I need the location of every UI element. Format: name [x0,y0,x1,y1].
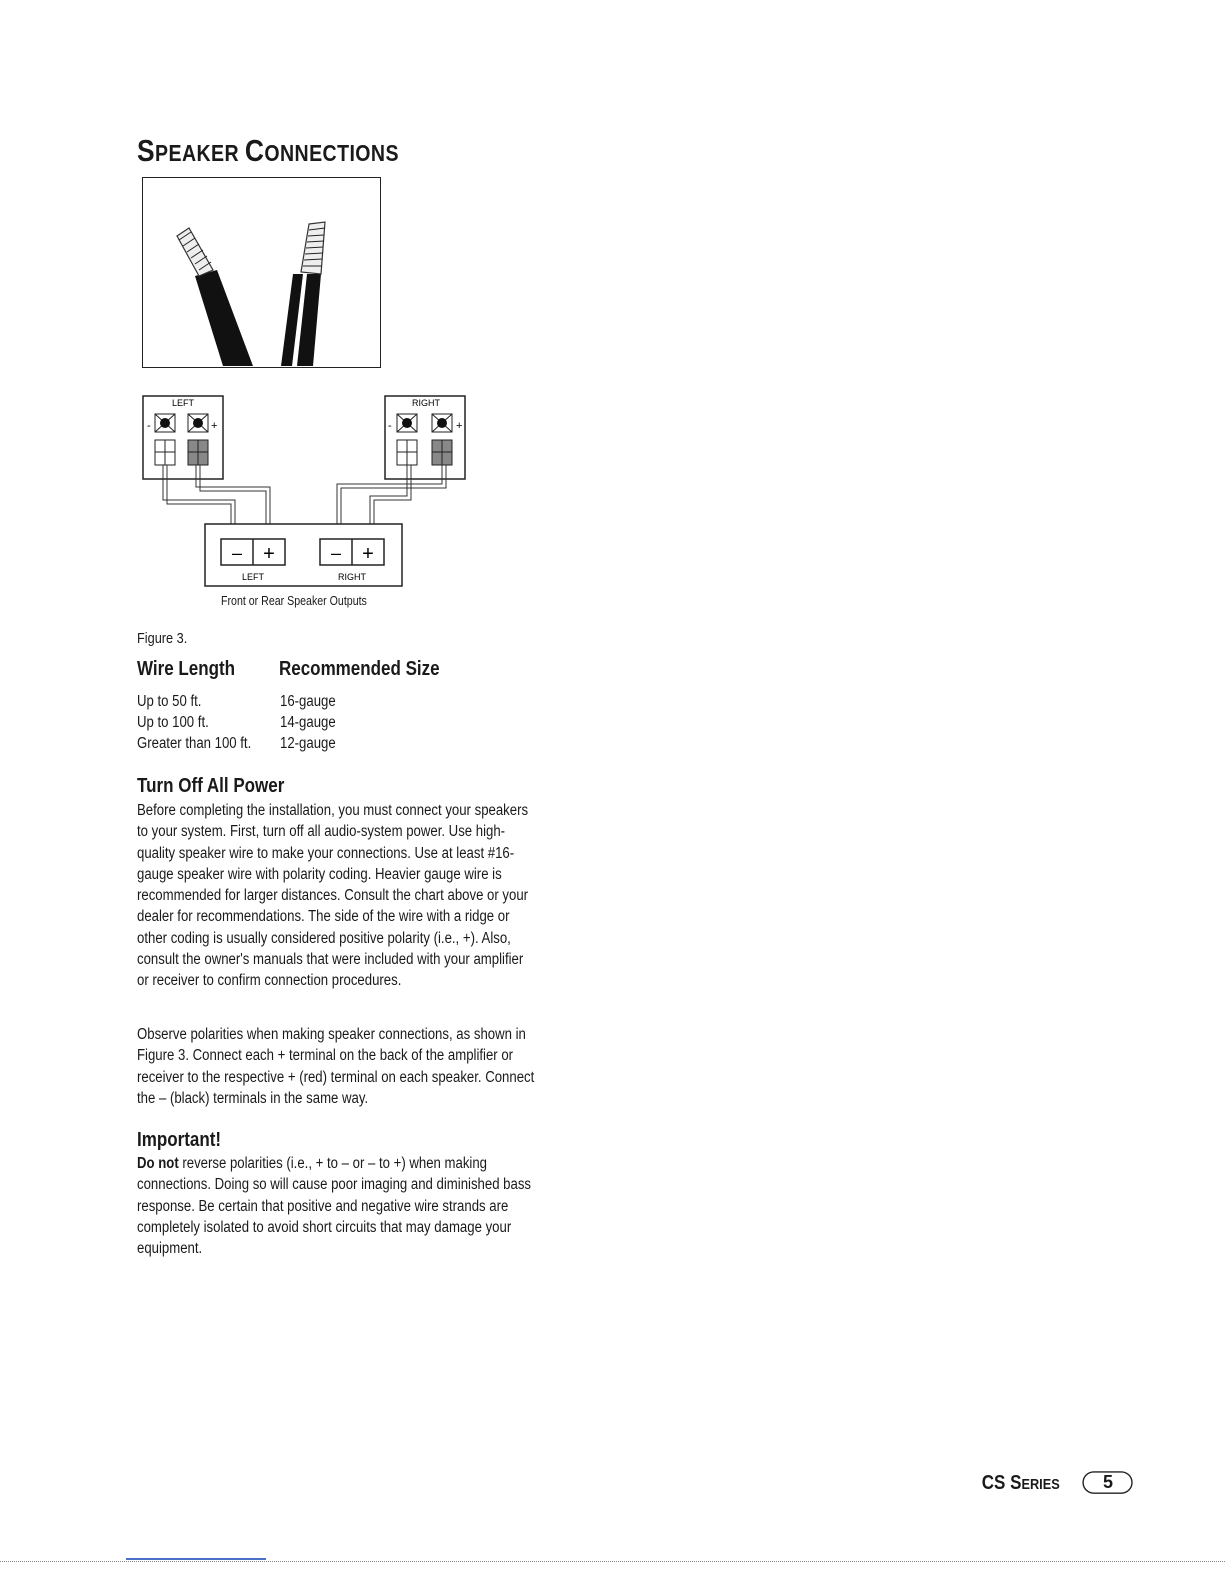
paragraph-text: Observe polarities when making speaker connections, as shown in Figure 3. Connect each + terminal on the back of the amplifier or receiver to the respective + (red) terminal on each speaker. Connect the – (black) terminals in the same way. [137,1026,535,1107]
left-speaker-minus: - [147,420,151,432]
right-speaker-box [385,396,465,479]
left-speaker-plus: + [211,420,218,432]
right-speaker-label: RIGHT [412,398,440,408]
title-part: S [137,133,156,168]
left-speaker-box [143,396,223,479]
table-header-recommended-size: Recommended Size [279,658,440,680]
amp-right-label: RIGHT [338,572,366,582]
paragraph-text: Before completing the installation, you must connect your speakers to your system. First, turn off all audio-system power. Use high-quality speaker wire to make your connections. Use at least #16-gauge speaker wire with polarity coding. Heavier gauge wire is recommended for larger distances. Consult the chart above or your dealer for recommendations. The side of the wire with a ridge or other coding is usually considered positive polarity (i.e., +). Also, consult the owner's manuals that were included with your amplifier or receiver to confirm connection procedures. [137,802,529,990]
page-title [137,133,399,169]
title-part: ONNECTIONS [264,140,399,166]
amp-left-plus: + [263,543,275,565]
figure-caption: Front or Rear Speaker Outputs [221,594,367,608]
amp-left-label: LEFT [241,572,265,582]
table-cell: 16-gauge [280,693,336,710]
table-header-wire-length: Wire Length [137,658,236,680]
important-paragraph [137,1153,537,1259]
series-part: CS S [982,1472,1022,1494]
speaker-wire-illustration [142,177,381,368]
amp-right-minus: – [330,543,342,563]
table-cell: Up to 50 ft. [137,693,202,710]
amp-left-minus: – [231,543,243,563]
wiring-diagram [140,392,475,592]
table-cell: 14-gauge [280,714,336,731]
right-speaker-minus: - [388,420,392,432]
bottom-divider [0,1561,1225,1562]
section-heading-important: Important! [137,1129,222,1151]
figure-label: Figure 3. [137,630,188,647]
bottom-link-bar [126,1558,266,1560]
important-lead: Do not [137,1155,179,1172]
power-paragraph-2 [137,1024,537,1109]
power-paragraph-1 [137,800,537,992]
page-number: 5 [1102,1472,1113,1492]
table-cell: 12-gauge [280,735,336,752]
section-heading-power: Turn Off All Power [137,775,285,797]
table-cell: Greater than 100 ft. [137,735,252,752]
table-cell: Up to 100 ft. [137,714,209,731]
title-part: PEAKER [155,140,245,166]
amp-right-plus: + [362,543,374,565]
important-body: reverse polarities (i.e., + to – or – to +) when making connections. Doing so will cause poor imaging and diminished bass response. Be certain that positive and negative wire strands are completely isolated to avoid short circuits that may damage your equipment. [137,1155,532,1258]
right-speaker-plus: + [456,420,463,432]
title-part: C [244,133,265,168]
speaker-wire-drawing [143,178,379,366]
series-part: ERIES [1021,1476,1060,1493]
left-speaker-label: LEFT [171,398,195,408]
series-label [982,1472,1060,1495]
